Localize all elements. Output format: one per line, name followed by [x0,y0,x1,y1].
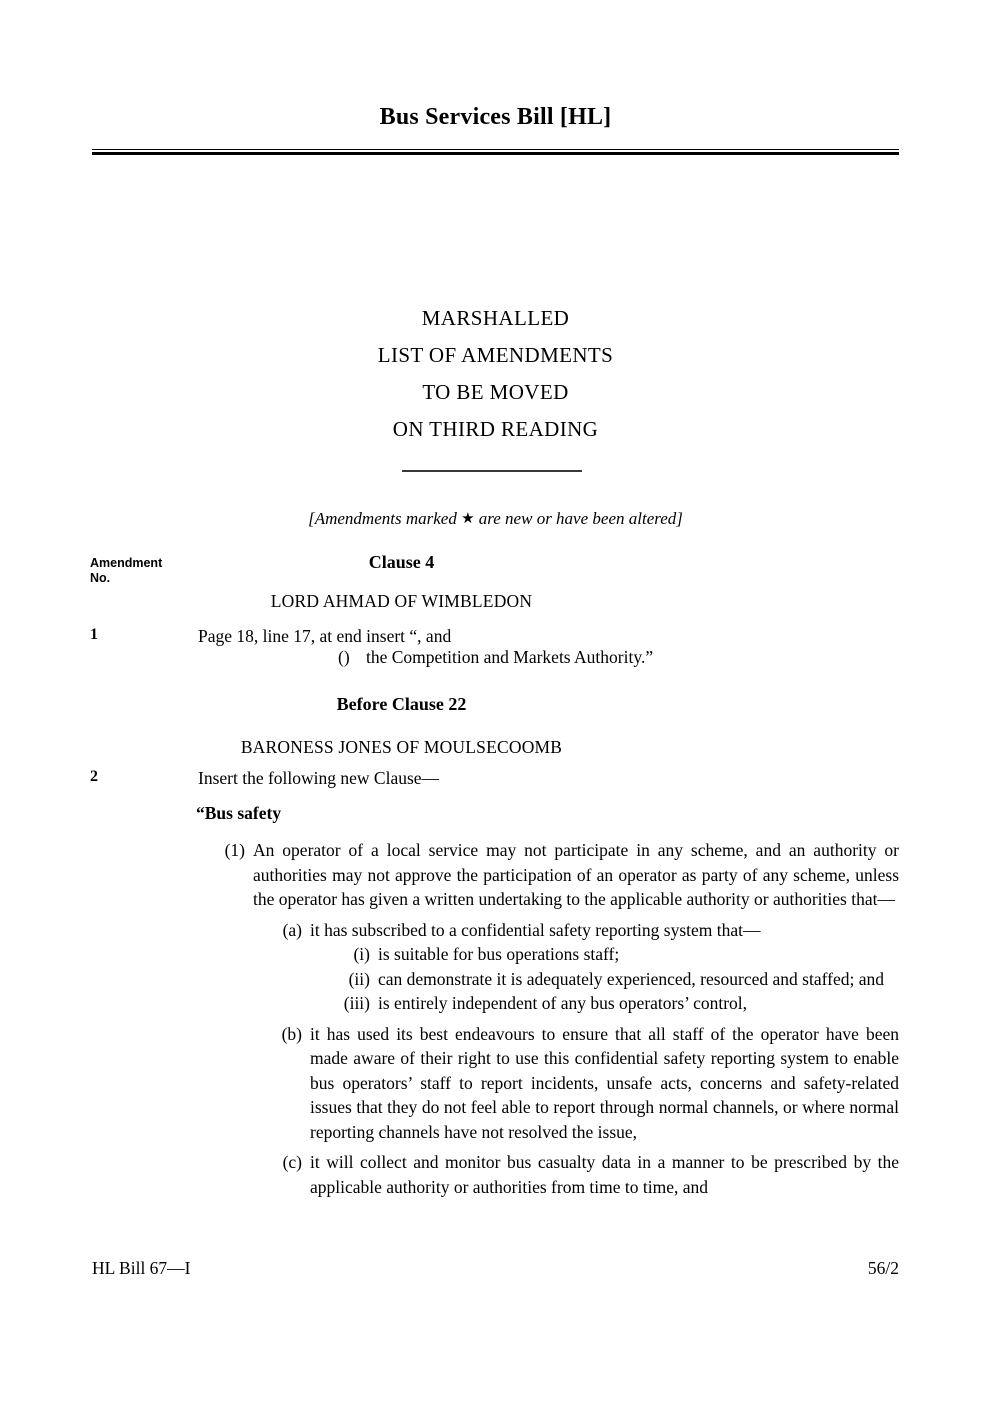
paragraph-b-marker: (b) [281,1023,302,1044]
amendment-1-body [198,626,899,668]
star-icon: ★ [461,511,475,527]
new-clause-title: “Bus safety [196,803,282,823]
new-clause-paragraph-b [281,1022,899,1145]
spacer [0,789,991,803]
paragraph-a-text: it has subscribed to a confidential safety reporting system that— [310,919,761,940]
heading-line-2: LIST OF AMENDMENTS [377,343,614,367]
note-text-after: are new or have been altered] [474,509,683,528]
amendments-note [92,509,899,529]
new-clause-paragraph-a [282,918,899,943]
paragraph-1-text: An operator of a local service may not participate in any scheme, and an authority or authorities may not approve the participation of an operator as party of any scheme, unless the operator has given a written undertaking to the applicable authority or authorities that— [253,840,899,909]
title-double-rule [92,149,899,155]
paragraph-a-iii-text: is entirely independent of any bus operators’ control, [378,993,748,1013]
paragraph-a-ii-text: can demonstrate it is adequately experienced, resourced and staffed; and [378,968,884,989]
new-clause-paragraph-1 [224,838,899,912]
member-name-before-clause-22: BARONESS JONES OF MOULSECOOMB [240,737,563,757]
spacer [0,668,991,694]
page-footer [92,1258,899,1279]
new-clause-paragraph-a-iii [343,991,899,1016]
footer-bill-number: HL Bill 67—I [92,1258,191,1278]
paragraph-c-text: it will collect and monitor bus casualty data in a manner to be prescribed by the applicable authority or authorities from time to time, and [310,1152,899,1197]
spacer [0,758,991,768]
paragraph-1-marker: (1) [224,840,245,860]
footer-page-number: 56/2 [867,1258,899,1278]
heading-line-3: TO BE MOVED [422,380,569,404]
amendment-2 [0,768,991,789]
inserted-item-text: the Competition and Markets Authority.” [366,647,654,667]
paragraph-c-marker: (c) [282,1152,302,1172]
new-clause-paragraph-a-ii [348,967,899,992]
member-name-clause-4: LORD AHMAD OF WIMBLEDON [270,591,533,611]
paragraph-a-i-marker: (i) [353,944,370,964]
spacer [0,715,991,737]
amendment-label-line-1: Amendment [90,556,163,570]
heading-line-1: MARSHALLED [421,306,570,330]
amendment-2-body [198,768,899,789]
amendment-1-inserted-item [338,647,899,668]
paragraph-b-text: it has used its best endeavours to ensure that all staff of the operator have been made aware of their right to use this confidential safety reporting system to enable bus operators’ staff to report incidents, unsafe acts, concerns and safety-related issues that they do not feel able to report through normal channels, or where normal reporting channels have not resolved the issue, [310,1023,899,1142]
page-title: Bus Services Bill [HL] [379,104,612,130]
section-heading-clause-4: Clause 4 [368,552,435,572]
paragraph-a-ii-marker: (ii) [348,968,370,989]
paragraph-a-i-text: is suitable for bus operations staff; [378,944,620,964]
rule-thick [92,152,899,155]
marshalled-list-heading [92,300,899,448]
spacer [0,612,991,626]
new-clause-paragraph-c [282,1150,899,1199]
amendment-1 [0,626,991,668]
note-text-before: [Amendments marked [308,509,462,528]
paragraph-a-iii-marker: (iii) [343,993,370,1013]
amendment-1-number: 1 [90,626,98,643]
section-heading-before-clause-22: Before Clause 22 [336,694,467,714]
heading-separator-rule [402,470,582,472]
amendment-2-instruction: Insert the following new Clause— [198,768,440,788]
heading-line-4: ON THIRD READING [392,417,599,441]
paragraph-a-marker: (a) [282,919,302,940]
new-clause-paragraph-a-i [353,942,899,967]
spacer [0,824,991,838]
amendment-2-number: 2 [90,768,98,785]
inserted-item-marker: () [338,647,350,667]
amendments-flow [0,552,991,1199]
amendment-label-line-2: No. [90,571,111,585]
amendment-1-line-1: Page 18, line 17, at end insert “, and [198,626,452,646]
spacer [0,573,991,591]
